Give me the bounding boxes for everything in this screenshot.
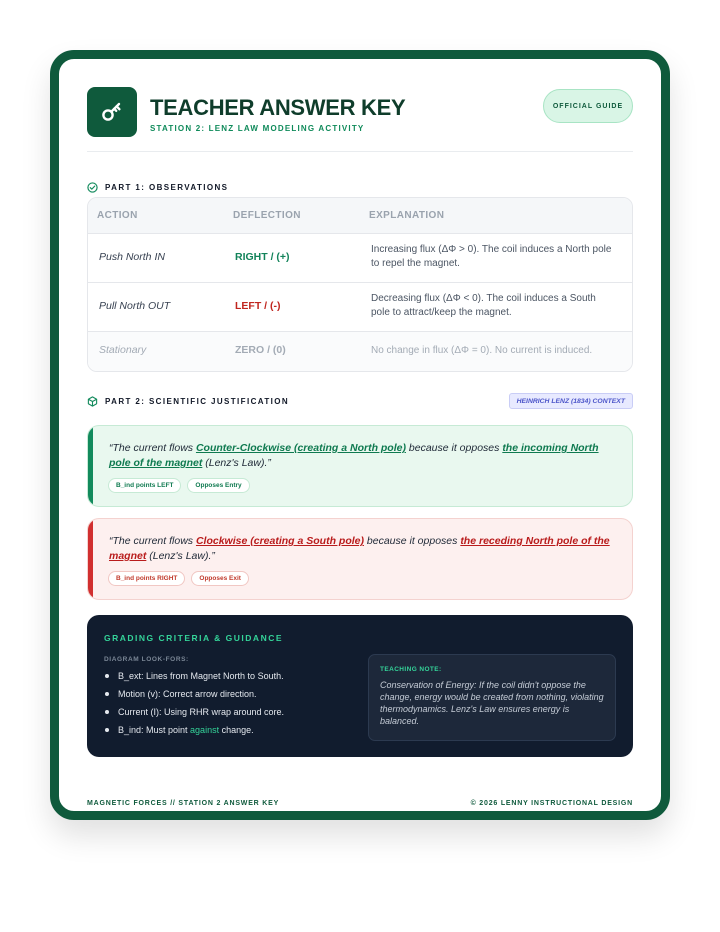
part2-heading xyxy=(87,396,289,407)
tag-chip: B_ind points LEFT xyxy=(108,478,181,493)
list-item xyxy=(104,723,284,741)
tag-chips xyxy=(108,478,250,493)
quote-text: because it opposes xyxy=(363,535,461,547)
lookfor-list xyxy=(104,669,284,741)
grading-panel xyxy=(87,615,633,757)
grading-title: GRADING CRITERIA & GUIDANCE xyxy=(104,633,284,643)
row-explanation: Increasing flux (ΔΦ > 0). The coil induces a North pole to repel the magnet. xyxy=(371,244,612,269)
footer-right: © 2026 LENNY INSTRUCTIONAL DESIGN xyxy=(470,800,633,807)
table-row xyxy=(88,234,632,283)
tag-chip: Opposes Exit xyxy=(191,571,249,586)
quote-text: (Lenz's Law).” xyxy=(146,550,215,562)
lookfor-title: DIAGRAM LOOK-FORS: xyxy=(104,656,189,663)
footer-left: MAGNETIC FORCES // STATION 2 ANSWER KEY xyxy=(87,800,280,807)
quote-text: “The current flows xyxy=(109,535,196,547)
card-accent-bar xyxy=(88,426,93,506)
row-explanation: Decreasing flux (ΔΦ < 0). The coil induces a South pole to attract/keep the magnet. xyxy=(371,293,596,318)
quote-text: because it opposes xyxy=(405,442,503,454)
part1-heading-label: PART 1: OBSERVATIONS xyxy=(105,183,229,192)
teaching-note xyxy=(368,654,616,741)
justification-quote xyxy=(109,534,616,564)
page-subtitle: STATION 2: LENZ LAW MODELING ACTIVITY xyxy=(150,124,365,133)
row-action: Pull North OUT xyxy=(99,300,171,312)
answer-key-card xyxy=(50,50,670,820)
row-deflection: ZERO / (0) xyxy=(235,344,286,356)
page-title: TEACHER ANSWER KEY xyxy=(150,95,406,120)
list-item: Motion (v): Correct arrow direction. xyxy=(104,687,284,705)
list-item: B_ext: Lines from Magnet North to South. xyxy=(104,669,284,687)
table-header xyxy=(88,198,632,234)
teaching-note-body: Conservation of Energy: If the coil didn't oppose the change, energy would be created from nothing, violating thermodynamics. Lenz's Law ensures energy is balanced. xyxy=(380,680,604,726)
quote-highlight: the incoming North pole of the magnet xyxy=(109,442,599,469)
north-pole-justification-card xyxy=(87,425,633,507)
logo-tile xyxy=(87,87,137,137)
tag-chip: Opposes Entry xyxy=(187,478,249,493)
part1-heading xyxy=(87,182,228,193)
list-item-accent: against xyxy=(190,725,220,735)
south-pole-justification-card xyxy=(87,518,633,600)
column-header-deflection: DEFLECTION xyxy=(233,210,301,221)
header xyxy=(87,87,633,139)
quote-text: “The current flows xyxy=(109,442,196,454)
quote-highlight: Clockwise (creating a South pole) xyxy=(195,535,364,547)
cube-icon xyxy=(87,396,98,407)
quote-highlight: Counter-Clockwise (creating a North pole) xyxy=(195,442,406,454)
check-circle-icon xyxy=(87,182,98,193)
row-action: Stationary xyxy=(99,344,147,356)
teaching-note-title: TEACHING NOTE: xyxy=(380,666,442,673)
row-deflection: LEFT / (-) xyxy=(235,300,281,312)
observations-table xyxy=(87,197,633,372)
table-row xyxy=(88,283,632,332)
key-icon xyxy=(99,99,125,125)
list-item-text: change. xyxy=(219,725,254,735)
column-header-explanation: EXPLANATION xyxy=(369,210,445,221)
justification-quote xyxy=(109,441,616,471)
list-item: Current (I): Using RHR wrap around core. xyxy=(104,705,284,723)
lenz-context-badge: HEINRICH LENZ (1834) CONTEXT xyxy=(509,393,633,409)
column-header-action: ACTION xyxy=(97,210,138,221)
header-divider xyxy=(87,151,633,152)
list-item-text: B_ind: Must point xyxy=(118,725,191,735)
card-content xyxy=(87,87,633,811)
table-row xyxy=(88,332,632,371)
tag-chip: B_ind points RIGHT xyxy=(108,571,185,586)
card-accent-bar xyxy=(88,519,93,599)
part2-heading-label: PART 2: SCIENTIFIC JUSTIFICATION xyxy=(105,397,290,406)
official-guide-badge: OFFICIAL GUIDE xyxy=(543,89,633,123)
tag-chips xyxy=(108,571,249,586)
row-explanation: No change in flux (ΔΦ = 0). No current is induced. xyxy=(371,345,593,356)
quote-highlight: the receding North pole of the magnet xyxy=(109,535,610,562)
quote-text: (Lenz's Law).” xyxy=(202,457,271,469)
row-deflection: RIGHT / (+) xyxy=(235,251,290,263)
row-action: Push North IN xyxy=(99,251,165,263)
